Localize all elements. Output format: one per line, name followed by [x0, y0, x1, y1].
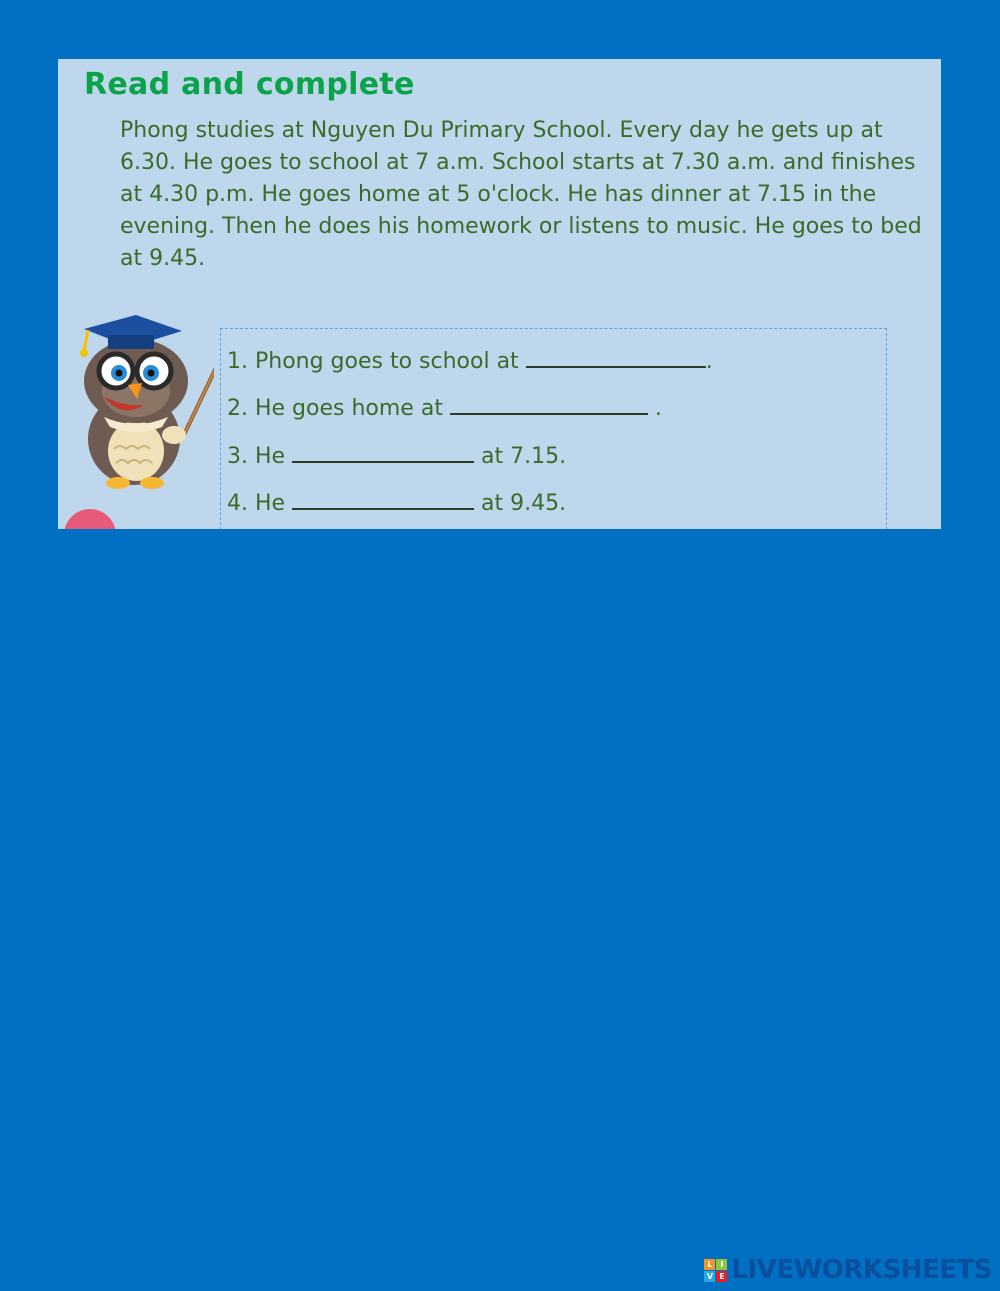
logo-letter-l: L — [704, 1259, 715, 1270]
question-2 — [227, 391, 662, 424]
question-4 — [227, 486, 566, 519]
answer-blank-3[interactable] — [292, 439, 474, 463]
question-3-end: at 7.15. — [474, 444, 567, 469]
sticker-icon — [64, 509, 116, 529]
liveworksheets-logo[interactable] — [704, 1255, 992, 1285]
owl-teacher-icon — [64, 311, 214, 491]
question-1-text: 1. Phong goes to school at — [227, 349, 526, 374]
logo-letter-v: V — [704, 1271, 715, 1282]
answer-blank-1[interactable] — [526, 344, 706, 368]
reading-passage: Phong studies at Nguyen Du Primary School. Every day he gets up at 6.30. He goes to school at 7 a.m. School starts at 7.30 a.m. and finishes at 4.30 p.m. He goes home at 5 o'clock. He has dinner at 7.15 in the evening. Then he does his homework or listens to music. He goes to bed at 9.45. — [120, 118, 922, 271]
question-1-end: . — [705, 349, 713, 374]
answer-blank-4[interactable] — [292, 486, 474, 510]
question-2-end: . — [647, 396, 662, 421]
question-2-text: 2. He goes home at — [227, 396, 450, 421]
question-3-text: 3. He — [227, 444, 293, 469]
answer-blank-2[interactable] — [450, 391, 648, 415]
logo-text: LIVEWORKSHEETS — [731, 1255, 992, 1285]
logo-letter-e: E — [716, 1271, 727, 1282]
question-3 — [227, 439, 566, 472]
question-1 — [227, 344, 713, 377]
question-4-text: 4. He — [227, 491, 293, 516]
question-4-end: at 9.45. — [474, 491, 567, 516]
questions-box — [220, 328, 887, 529]
worksheet-title: Read and complete — [84, 67, 415, 102]
worksheet-panel — [58, 59, 941, 529]
logo-letter-i: I — [716, 1259, 727, 1270]
logo-mark-icon — [704, 1259, 727, 1282]
